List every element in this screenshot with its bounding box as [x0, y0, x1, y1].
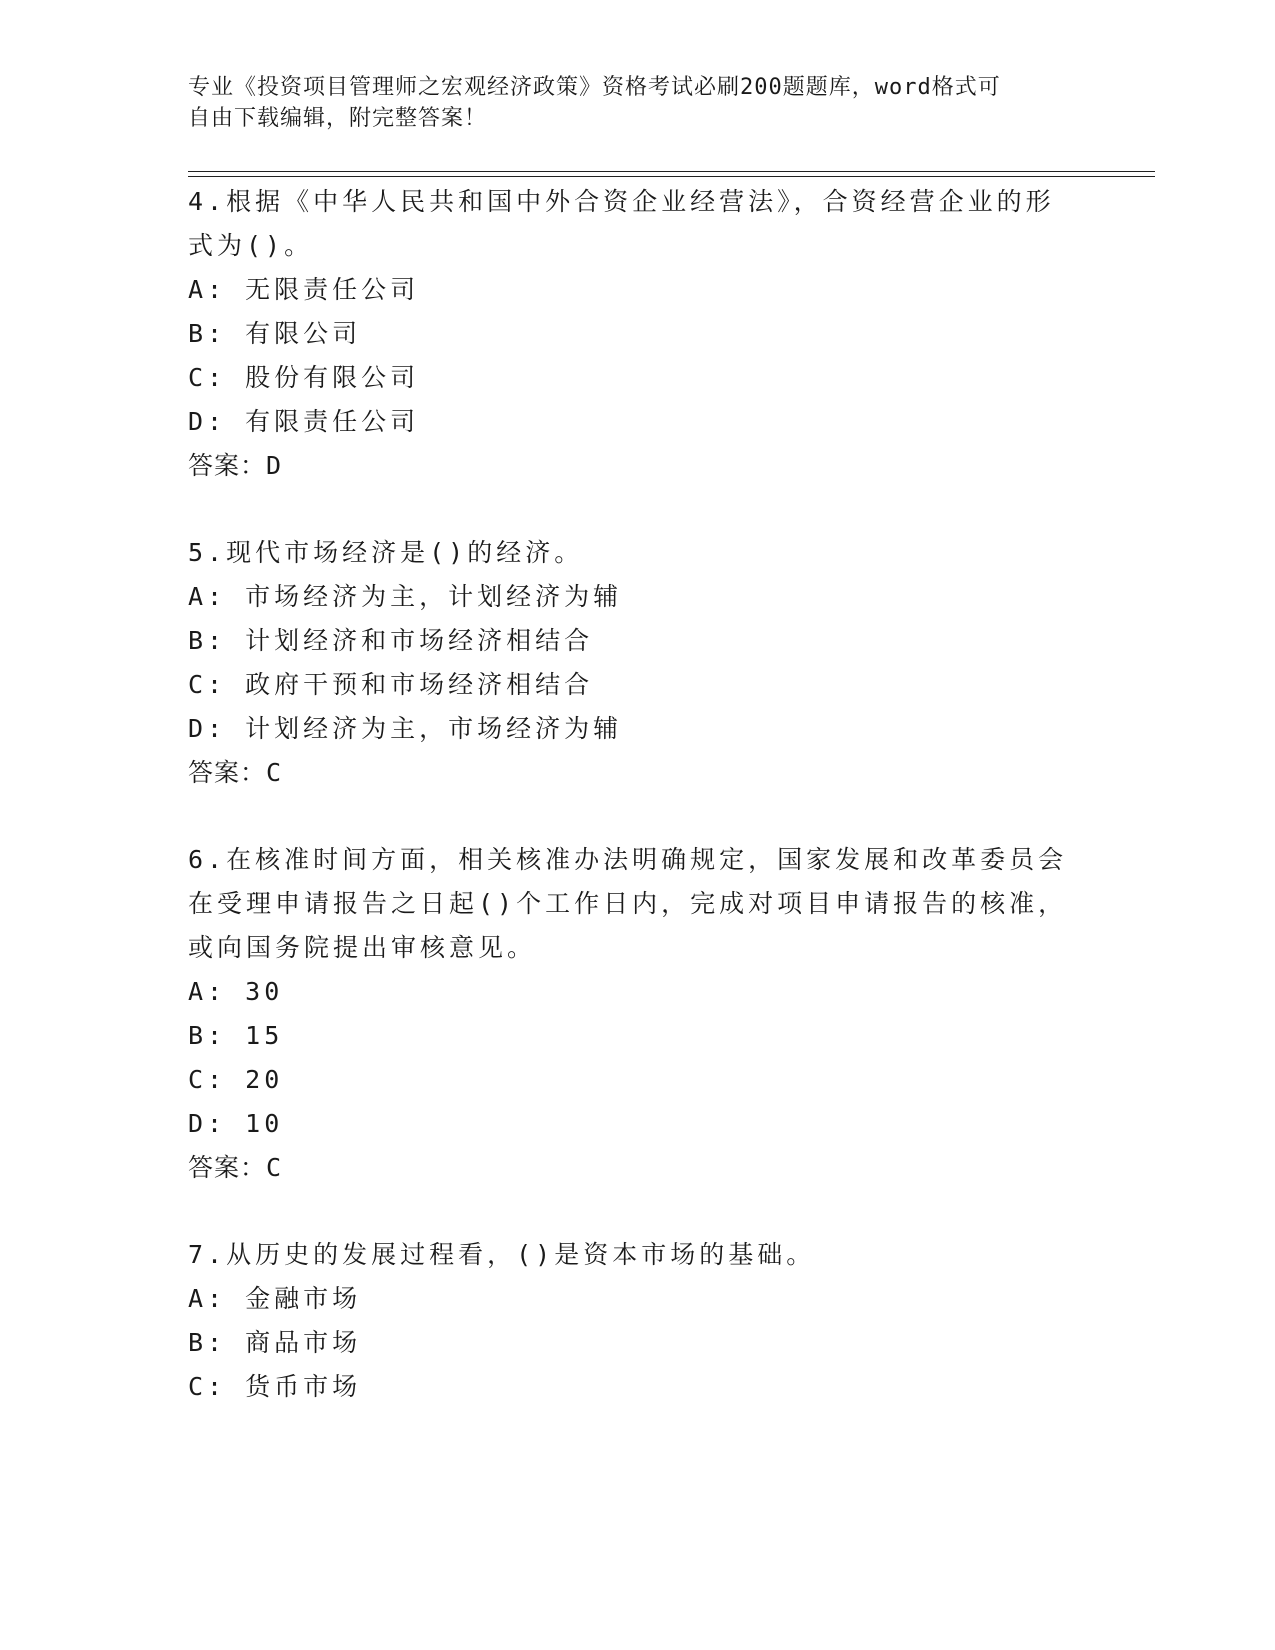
question-stem-line: 在受理申请报告之日起()个工作日内，完成对项目申请报告的核准，: [188, 889, 1068, 918]
header-rule-top: [188, 171, 1155, 172]
question-stem-line: 5.现代市场经济是()的经济。: [188, 538, 584, 567]
answer-line: 答案：C: [188, 758, 283, 787]
header-line-2: 自由下载编辑，附完整答案！: [188, 106, 488, 131]
question-stem-line: 或向国务院提出审核意见。: [188, 933, 537, 962]
option-b: B: 计划经济和市场经济相结合: [188, 626, 594, 655]
header-rule-bottom: [188, 176, 1155, 177]
option-d: D: 计划经济为主，市场经济为辅: [188, 714, 623, 743]
question-stem-line: 式为()。: [188, 231, 314, 260]
option-c: C: 20: [188, 1065, 284, 1094]
option-c: C: 股份有限公司: [188, 363, 420, 392]
option-a: A: 市场经济为主，计划经济为辅: [188, 582, 623, 611]
option-c: C: 政府干预和市场经济相结合: [188, 670, 594, 699]
option-a: A: 金融市场: [188, 1284, 362, 1313]
option-a: A: 无限责任公司: [188, 275, 420, 304]
question-stem-line: 7.从历史的发展过程看，()是资本市场的基础。: [188, 1240, 816, 1269]
header-line-1: 专业《投资项目管理师之宏观经济政策》资格考试必刷200题题库，word格式可: [188, 75, 1001, 100]
question-stem-line: 6.在核准时间方面，相关核准办法明确规定，国家发展和改革委员会: [188, 845, 1068, 874]
option-b: B: 有限公司: [188, 319, 362, 348]
option-b: B: 商品市场: [188, 1328, 362, 1357]
answer-line: 答案：D: [188, 451, 283, 480]
option-b: B: 15: [188, 1021, 284, 1050]
option-c: C: 货币市场: [188, 1372, 362, 1401]
option-d: D: 10: [188, 1109, 284, 1138]
answer-line: 答案：C: [188, 1153, 283, 1182]
option-a: A: 30: [188, 977, 284, 1006]
question-stem-line: 4.根据《中华人民共和国中外合资企业经营法》，合资经营企业的形: [188, 187, 1055, 216]
option-d: D: 有限责任公司: [188, 407, 420, 436]
